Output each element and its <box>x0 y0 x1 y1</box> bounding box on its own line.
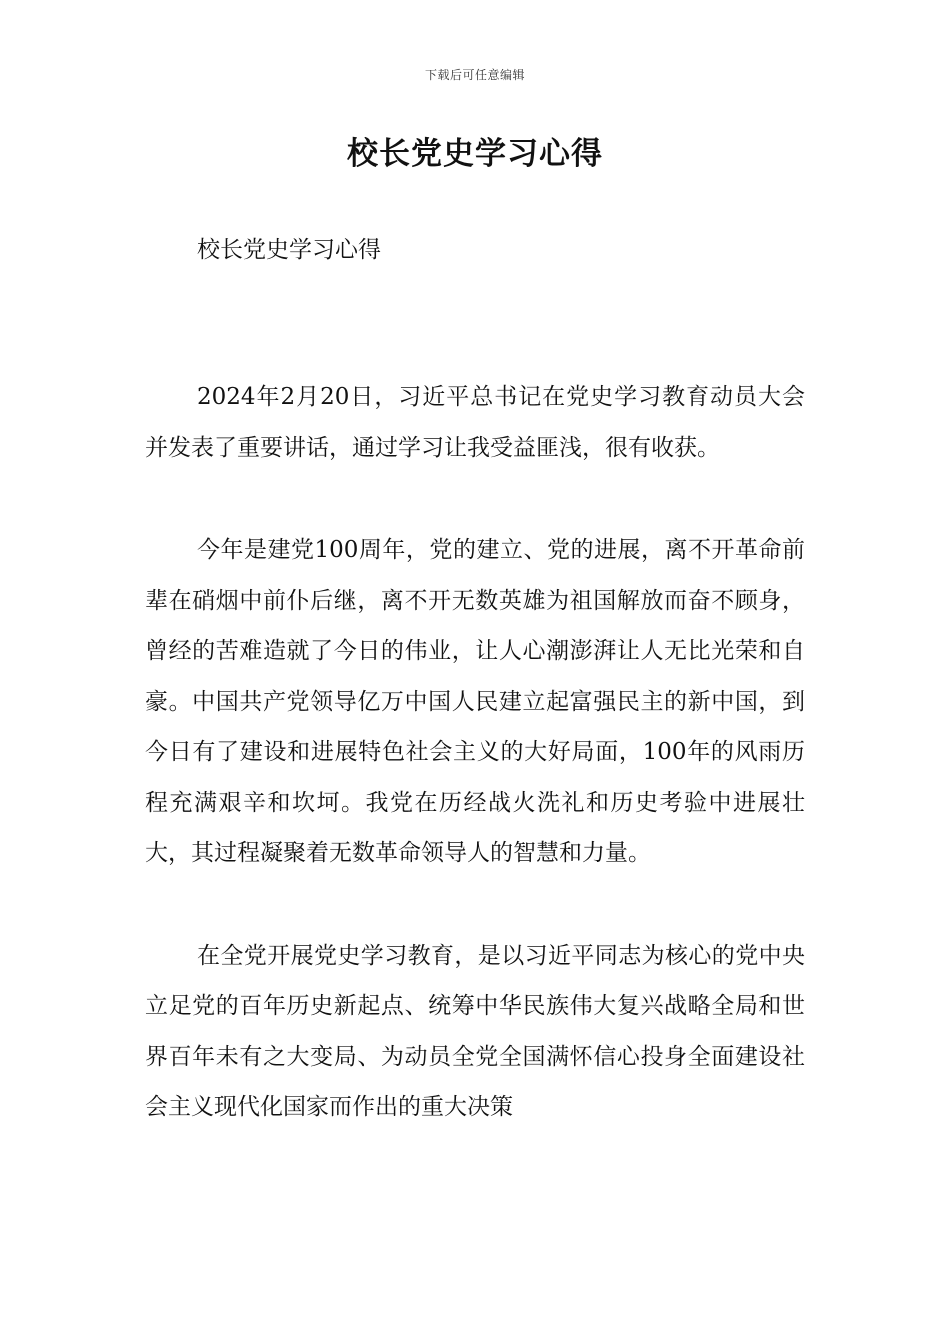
document-subtitle: 校长党史学习心得 <box>197 237 381 263</box>
document-body <box>145 226 805 1133</box>
paragraph-2: 今年是建党100周年，党的建立、党的进展，离不开革命前辈在硝烟中前仆后继，离不开无数英雄为祖国解放而奋不顾身，曾经的苦难造就了今日的伟业，让人心潮澎湃让人无比光荣和自豪。中国共产党领导亿万中国人民建立起富强民主的新中国，到今日有了建设和进展特色社会主义的大好局面，100年的风雨历程充满艰辛和坎坷。我党在历经战火洗礼和历史考验中进展壮大，其过程凝聚着无数革命领导人的智慧和力量。 <box>145 537 805 866</box>
document-title: 校长党史学习心得 <box>347 136 603 172</box>
paragraph-1: 2024年2月20日，习近平总书记在党史学习教育动员大会并发表了重要讲话，通过学习让我受益匪浅，很有收获。 <box>145 384 805 461</box>
header-note: 下载后可任意编辑 <box>424 68 525 82</box>
paragraph-3: 在全党开展党史学习教育，是以习近平同志为核心的党中央立足党的百年历史新起点、统筹中华民族伟大复兴战略全局和世界百年未有之大变局、为动员全党全国满怀信心投身全面建设社会主义现代化国家而作出的重大决策 <box>145 942 805 1120</box>
